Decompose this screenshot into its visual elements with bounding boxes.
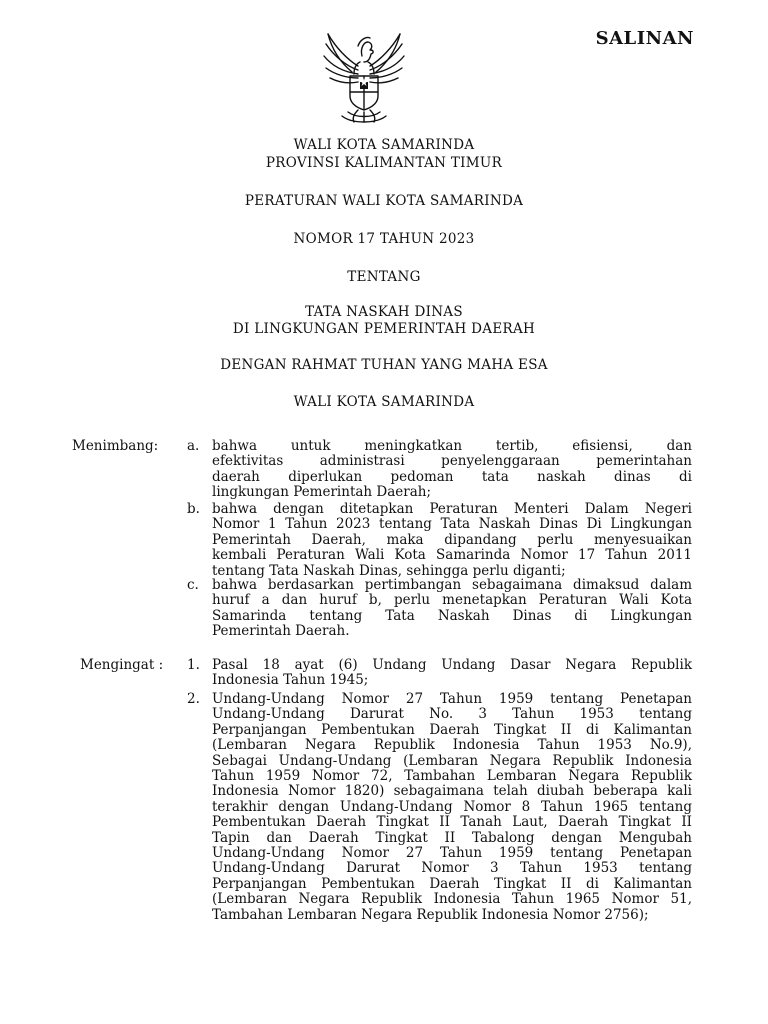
mengingat-marker-1: 1.: [187, 657, 200, 673]
menimbang-marker-c: c.: [187, 577, 199, 593]
menimbang-label: Menimbang:: [72, 438, 159, 454]
mengingat-label: Mengingat :: [80, 657, 164, 673]
menimbang-item-a: bahwa untuk meningkatkan tertib, efisiensi, dan efektivitas administrasi penyelenggaraan pemerintahan daerah diperlukan pedoman tata naskah dinas di lingkungan Pemerintah Daerah;: [212, 438, 692, 501]
garuda-emblem-icon: [318, 26, 410, 126]
title-line-tentang: TENTANG: [347, 269, 421, 285]
title-line-provinsi: PROVINSI KALIMANTAN TIMUR: [265, 155, 503, 171]
title-line-lingkungan: DI LINGKUNGAN PEMERINTAH DAERAH: [232, 321, 536, 337]
mengingat-marker-2: 2.: [187, 691, 200, 707]
title-line-walikota-2: WALI KOTA SAMARINDA: [293, 394, 475, 410]
mengingat-item-2: Undang-Undang Nomor 27 Tahun 1959 tentang Penetapan Undang-Undang Darurat No. 3 Tahun 1953 tentang Perpanjangan Pembentukan Daerah Tingkat II di Kalimantan (Lembaran Negara Republik Indonesia Tahun 1953 No.9), Sebagai Undang-Undang (Lembaran Negara Republik Indonesia Tahun 1959 Nomor 72, Tambahan Lembaran Negara Republik Indonesia Nomor 1820) sebagaimana telah diubah beberapa kali terakhir dengan Undang-Undang Nomor 8 Tahun 1965 tentang Pembentukan Daerah Tingkat II Tanah Laut, Daerah Tingkat II Tapin dan Daerah Tingkat II Tabalong dengan Mengubah Undang-Undang Nomor 27 Tahun 1959 tentang Penetapan Undang-Undang Darurat Nomor 3 Tahun 1953 tentang Perpanjangan Pembentukan Daerah Tingkat II di Kalimantan (Lembaran Negara Republik Indonesia Tahun 1965 Nomor 51, Tambahan Lembaran Negara Republik Indonesia Nomor 2756);: [212, 691, 692, 923]
menimbang-item-b: bahwa dengan ditetapkan Peraturan Menteri Dalam Negeri Nomor 1 Tahun 2023 tentang Tata Naskah Dinas Di Lingkungan Pemerintah Daerah, maka dipandang perlu menyesuaikan kembali Peraturan Wali Kota Samarinda Nomor 17 Tahun 2011 tentang Tata Naskah Dinas, sehingga perlu diganti;: [212, 501, 692, 579]
title-line-rahmat: DENGAN RAHMAT TUHAN YANG MAHA ESA: [220, 357, 548, 373]
menimbang-item-c: bahwa berdasarkan pertimbangan sebagaimana dimaksud dalam huruf a dan huruf b, perlu menetapkan Peraturan Wali Kota Samarinda tentang Tata Naskah Dinas di Lingkungan Pemerintah Daerah.: [212, 577, 692, 640]
title-line-nomor: NOMOR 17 TAHUN 2023: [293, 231, 475, 247]
menimbang-marker-a: a.: [187, 438, 200, 454]
title-line-peraturan: PERATURAN WALI KOTA SAMARINDA: [244, 193, 524, 209]
title-line-tata-naskah: TATA NASKAH DINAS: [305, 304, 463, 320]
salinan-stamp: SALINAN: [595, 28, 694, 49]
mengingat-item-1: Pasal 18 ayat (6) Undang Undang Dasar Negara Republik Indonesia Tahun 1945;: [212, 657, 692, 689]
menimbang-marker-b: b.: [187, 501, 200, 517]
title-line-walikota: WALI KOTA SAMARINDA: [293, 137, 475, 153]
